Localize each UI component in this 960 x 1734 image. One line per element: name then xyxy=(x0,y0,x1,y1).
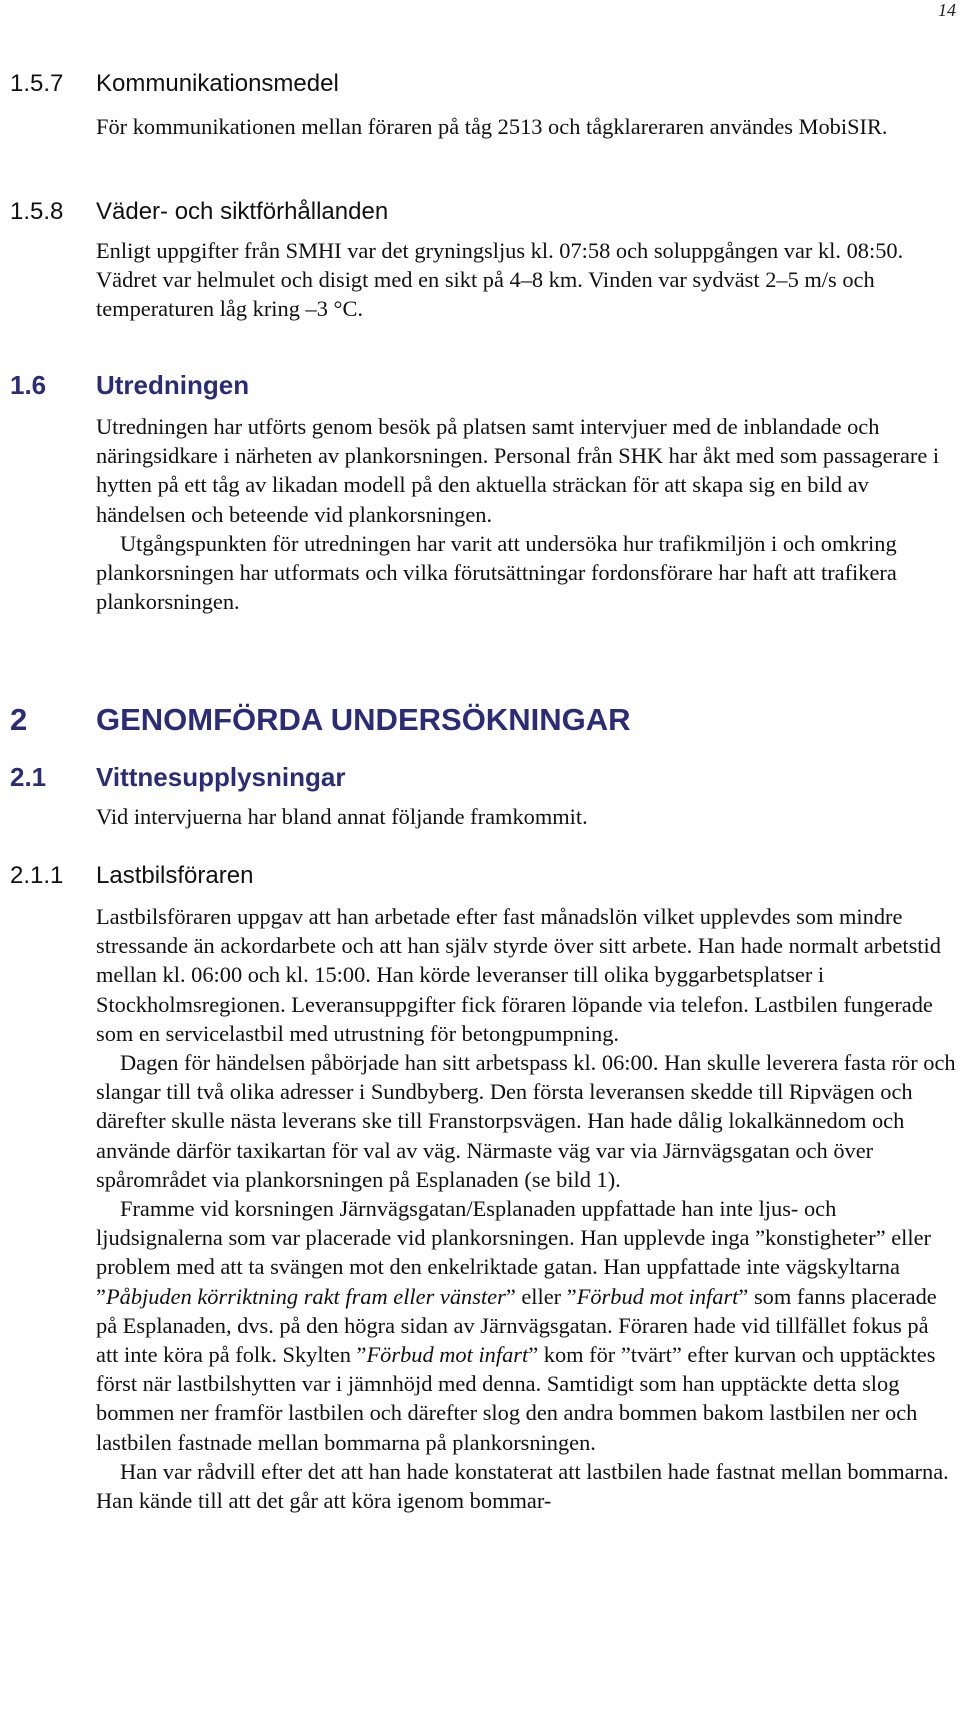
section-title: Lastbilsföraren xyxy=(96,862,254,889)
section-1-5-8-body xyxy=(96,236,956,324)
sign-name-italic: Påbjuden körriktning rakt fram eller vänster xyxy=(105,1283,506,1309)
paragraph: Utredningen har utförts genom besök på platsen samt intervjuer med de inblandade och näringsidkare i närheten av plankorsningen. Personal från SHK har åkt med som passagerare i hytten på ett tåg av likadan modell på den aktuella sträckan för att skapa sig en bild av händelsen och beteende vid plankorsningen. xyxy=(96,414,940,527)
section-heading-1-6 xyxy=(10,370,249,401)
paragraph: Lastbilsföraren uppgav att han arbetade efter fast månadslön vilket upplevdes som mindre stressande än ackordarbete och att han själv styrde över sitt arbete. Han hade normalt arbetstid mellan kl. 06:00 och kl. 15:00. Han körde leveranser till olika byggarbetsplatser i Stockholmsregionen. Leveransuppgifter fick föraren löpande via telefon. Lastbilen fungerade som en servicelastbil med utrustning för betongpumpning. xyxy=(96,904,941,1046)
chapter-heading-2 xyxy=(10,702,630,738)
paragraph: Han var rådvill efter det att han hade konstaterat att lastbilen hade fastnat mellan bommarna. Han kände till att det går att köra igenom bommar- xyxy=(96,1458,949,1514)
section-number: 2.1.1 xyxy=(10,862,64,889)
paragraph: Dagen för händelsen påbörjade han sitt arbetspass kl. 06:00. Han skulle leverera fasta rör och slangar till två olika adresser i Sundbyberg. Den första leveransen skedde till Ripvägen och därefter skulle nästa leverans ske till Franstorpsvägen. Han hade dålig lokalkännedom och använde därför taxikartan för val av väg. Närmaste väg var via Järnvägsgatan och över spårområdet via plankorsningen på Esplanaden (se bild 1). xyxy=(96,1050,956,1192)
chapter-title: GENOMFÖRDA UNDERSÖKNINGAR xyxy=(96,702,631,737)
sign-name-italic: Förbud mot infart xyxy=(576,1283,739,1309)
section-1-5-7-body xyxy=(96,112,896,141)
text-run: Framme vid korsningen Järnvägsgatan/Esplanaden uppfattade han inte ljus- och ljudsignalerna som var placerade vid plankorsningen. Han upplevde inga ”konstigheter” eller problem med att ta svängen mot den enkelriktade gatan. Han uppfattade inte vägskyltarna ” xyxy=(96,1196,932,1309)
section-number: 1.5.7 xyxy=(10,70,64,97)
chapter-number: 2 xyxy=(10,702,28,737)
sign-name-italic: Förbud mot infart xyxy=(366,1342,529,1368)
section-2-1-body xyxy=(96,802,956,831)
section-1-6-body xyxy=(96,412,956,616)
paragraph: Vid intervjuerna har bland annat följande framkommit. xyxy=(96,804,588,829)
section-title: Utredningen xyxy=(96,370,250,400)
paragraph: Enligt uppgifter från SMHI var det gryningsljus kl. 07:58 och soluppgången var kl. 08:50. Vädret var helmulet och disigt med en sikt på 4–8 km. Vinden var sydväst 2–5 m/s och temperaturen låg kring –3 °C. xyxy=(96,238,904,322)
section-heading-2-1 xyxy=(10,762,345,793)
section-number: 1.6 xyxy=(10,370,47,400)
paragraph: Utgångspunkten för utredningen har varit att undersöka hur trafikmiljön i och omkring plankorsningen har utformats och vilka förutsättningar fordonsförare har haft att trafikera plankorsningen. xyxy=(96,530,897,615)
page-number: 14 xyxy=(938,0,956,20)
section-heading-1-5-8 xyxy=(10,198,388,226)
section-title: Kommunikationsmedel xyxy=(96,70,339,97)
text-run: ” som fanns placerade på Esplanaden, dvs. på den högra sidan av Järnvägsgatan. Föraren hade vid tillfället fokus på att inte köra på folk. Skylten ” xyxy=(96,1283,937,1368)
text-run: ” kom för ”tvärt” efter kurvan och upptäcktes först när lastbilshytten var i jämnhöjd med denna. Samtidigt som han upptäckte detta slog bommen ner framför lastbilen och därefter slog den andra bommen bakom lastbilen ner och lastbilen fastnade mellan bommarna på plankorsningen. xyxy=(96,1342,936,1455)
paragraph: För kommunikationen mellan föraren på tåg 2513 och tågklareraren användes MobiSIR. xyxy=(96,114,888,139)
text-run: ” eller ” xyxy=(505,1283,577,1309)
section-heading-2-1-1 xyxy=(10,862,253,890)
section-number: 2.1 xyxy=(10,762,47,792)
section-title: Väder- och siktförhållanden xyxy=(96,198,389,225)
section-heading-1-5-7 xyxy=(10,70,339,98)
section-number: 1.5.8 xyxy=(10,198,64,225)
section-title: Vittnesupplysningar xyxy=(96,762,346,792)
paragraph xyxy=(96,1194,956,1457)
section-2-1-1-body xyxy=(96,902,956,1515)
